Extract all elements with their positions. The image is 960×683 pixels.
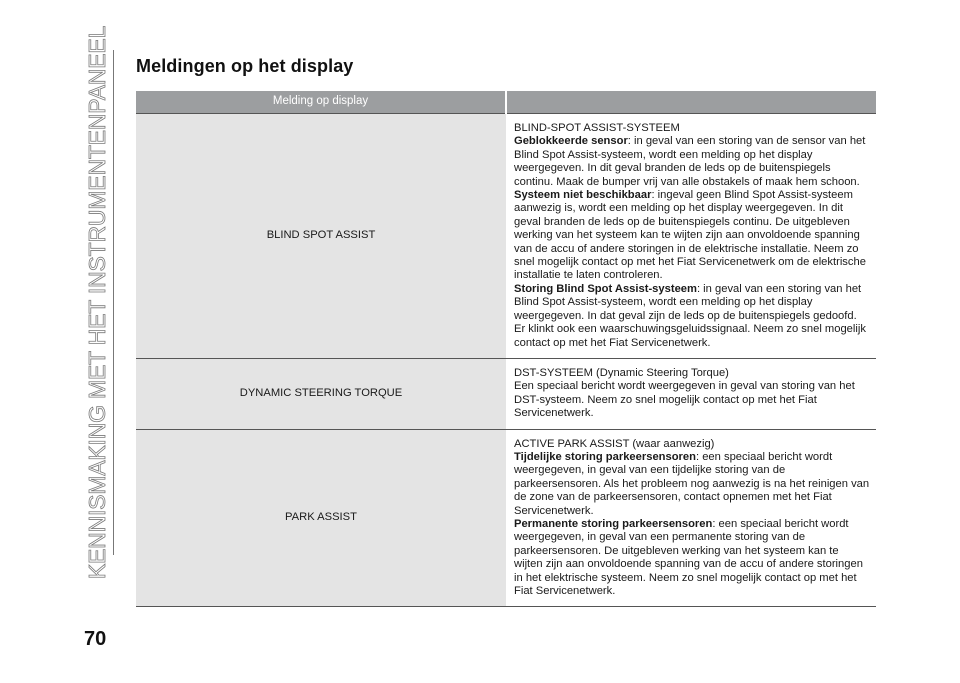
- table-row: [136, 358, 876, 429]
- description-line: Permanente storing parkeersensoren: een speciaal bericht wordt weergegeven, in geval van een permanente storing van de parkeersensoren. De uitgebleven werking van het systeem kan te wijten zijn aan onvoldoende spanning van de accu of andere storingen in het elektrische systeem. Neem zo snel mogelijk contact op met het Fiat Servicenetwerk.: [514, 517, 863, 597]
- description-line: DST-SYSTEEM (Dynamic Steering Torque): [514, 366, 729, 379]
- description-line: ACTIVE PARK ASSIST (waar aanwezig): [514, 437, 715, 450]
- display-messages-table: [136, 91, 876, 607]
- message-description: [506, 429, 876, 607]
- chapter-title-vertical: [84, 25, 112, 580]
- table-row: [136, 114, 876, 359]
- message-name: DYNAMIC STEERING TORQUE: [136, 358, 506, 429]
- chapter-divider-line: [113, 50, 114, 555]
- table-header-row: [136, 91, 876, 114]
- message-name: PARK ASSIST: [136, 429, 506, 607]
- description-line: Geblokkeerde sensor: in geval van een storing van de sensor van het Blind Spot Assist-systeem, wordt een melding op het display weergegeven. In dit geval branden de leds op de buitenspiegels continu. Maak de bumper vrij van alle obstakels of maak hem schoon.: [514, 135, 866, 188]
- header-message-column: Melding op display: [136, 91, 506, 114]
- description-line: Systeem niet beschikbaar: ingeval geen Blind Spot Assist-systeem aanwezig is, wordt een melding op het display weergegeven. In dit geval branden de leds op de buitenspiegels continu. De uitgebleven werking van het systeem kan te wijten zijn aan onvoldoende spanning van de accu of andere storingen in de elektrische installatie. Neem zo snel mogelijk contact op met het Fiat Servicenetwerk om de elektrische installatie te laten controleren.: [514, 189, 866, 282]
- page-title: Meldingen op het display: [136, 56, 354, 76]
- description-line: Tijdelijke storing parkeersensoren: een speciaal bericht wordt weergegeven, in geval van een tijdelijke storing van de parkeersensoren. Als het probleem nog aanwezig is na het reinigen van de zone van de parkeersensoren, contact opnemen met het Fiat Servicenetwerk.: [514, 450, 870, 517]
- header-description-column: [506, 91, 876, 114]
- description-line: BLIND-SPOT ASSIST-SYSTEEM: [514, 122, 680, 134]
- description-line: Een speciaal bericht wordt weergegeven in geval van storing van het DST-systeem. Neem zo snel mogelijk contact op met het Fiat Servicenetwerk.: [514, 380, 855, 420]
- description-line: Storing Blind Spot Assist-systeem: in geval van een storing van het Blind Spot Assist-systeem, wordt een melding op het display weergegeven. In dat geval zijn de leds op de buitenspiegels gedoofd. Er klinkt ook een waarschuwingsgeluidssignaal. Neem zo snel mogelijk contact op met het Fiat Servicenetwerk.: [514, 282, 866, 349]
- message-description: [506, 114, 876, 359]
- message-name: BLIND SPOT ASSIST: [136, 114, 506, 359]
- message-description: [506, 358, 876, 429]
- chapter-title-text: KENNISMAKING MET HET INSTRUMENTENPANEEL: [84, 25, 111, 580]
- page-number: 70: [84, 628, 107, 650]
- table-row: [136, 429, 876, 607]
